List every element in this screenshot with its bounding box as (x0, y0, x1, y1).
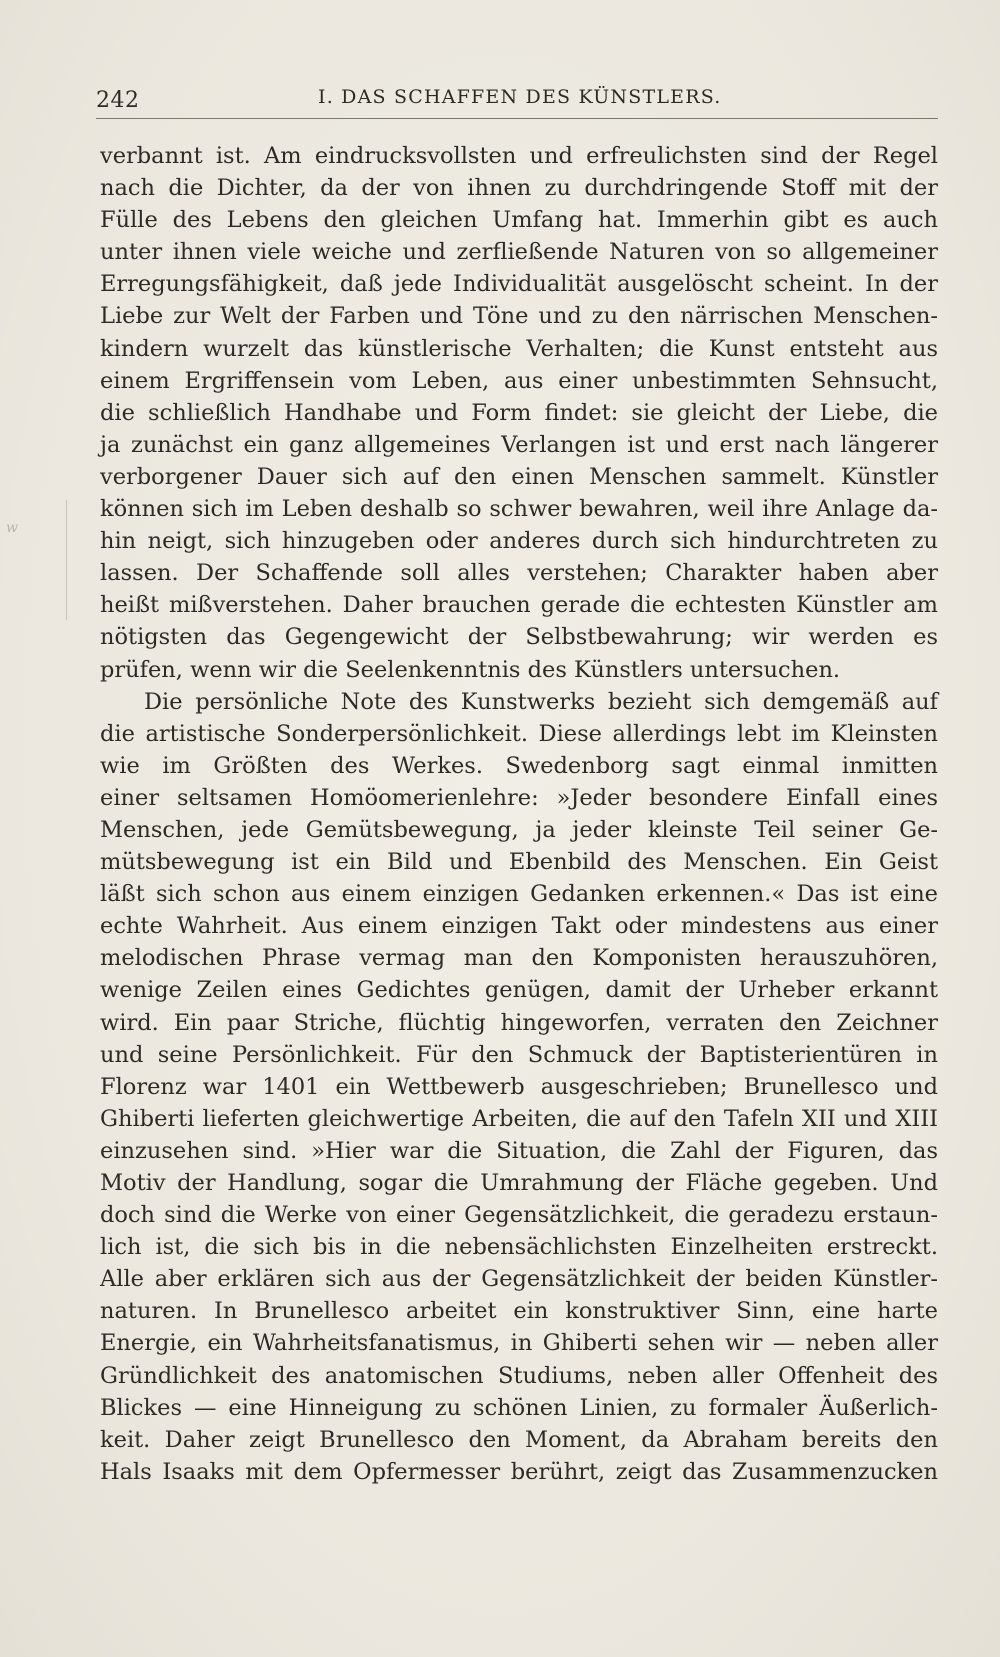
text-line: Liebe zur Welt der Farben und Töne und zu den närrischen Menschen- (100, 303, 938, 330)
text-line: Gründlichkeit des anatomischen Studiums, neben aller Offenheit des (100, 1362, 938, 1389)
text-line: heißt mißverstehen. Daher brauchen gerade die echtesten Künstler am (100, 592, 938, 619)
text-line: einzusehen sind. »Hier war die Situation, die Zahl der Figuren, das (100, 1137, 938, 1164)
text-line: die artistische Sonderpersönlichkeit. Diese allerdings lebt im Kleinsten (100, 720, 938, 747)
text-line: Fülle des Lebens den gleichen Umfang hat. Immerhin gibt es auch (100, 207, 938, 234)
paragraph-end-line: prüfen, wenn wir die Seelenkenntnis des Künstlers untersuchen. (100, 656, 841, 683)
running-title: I. DAS SCHAFFEN DES KÜNSTLERS. (318, 86, 722, 108)
text-line: lich ist, die sich bis in die nebensächlichsten Einzelheiten erstreckt. (100, 1234, 938, 1261)
paragraph-start-line: Die persönliche Note des Kunstwerks bezieht sich demgemäß auf (144, 688, 938, 715)
text-line: unter ihnen viele weiche und zerfließende Naturen von so allgemeiner (100, 239, 938, 266)
header-divider (96, 118, 938, 119)
page-header (96, 86, 936, 120)
text-line: können sich im Leben deshalb so schwer bewahren, weil ihre Anlage da- (100, 496, 938, 523)
text-line: hin neigt, sich hinzugeben oder anderes durch sich hindurchtreten zu (100, 528, 938, 555)
text-line: wenige Zeilen eines Gedichtes genügen, damit der Urheber erkannt (100, 977, 938, 1004)
text-line: Motiv der Handlung, sogar die Umrahmung der Fläche gegeben. Und (100, 1170, 938, 1196)
body-text (100, 140, 938, 1488)
text-line: doch sind die Werke von einer Gegensätzlichkeit, die geradezu erstaun- (100, 1202, 938, 1229)
text-line: Menschen, jede Gemütsbewegung, ja jeder kleinste Teil seiner Ge- (100, 816, 938, 843)
text-line: nach die Dichter, da der von ihnen zu durchdringende Stoff mit der (100, 175, 938, 202)
text-line: verbannt ist. Am eindrucksvollsten und erfreulichsten sind der Regel (100, 143, 938, 169)
text-line: verborgener Dauer sich auf den einen Menschen sammelt. Künstler (100, 463, 938, 490)
text-line: Hals Isaaks mit dem Opfermesser berührt, zeigt das Zusammenzucken (100, 1458, 938, 1485)
text-line: Alle aber erklären sich aus der Gegensätzlichkeit der beiden Künstler- (100, 1266, 938, 1293)
text-line: nötigsten das Gegengewicht der Selbstbewahrung; wir werden es (100, 624, 938, 651)
text-line: Ghiberti lieferten gleichwertige Arbeiten, die auf den Tafeln XII und XIII (100, 1105, 938, 1132)
text-line: einem Ergriffensein vom Leben, aus einer unbestimmten Sehnsucht, (100, 367, 938, 394)
text-line: einer seltsamen Homöomerienlehre: »Jeder besondere Einfall eines (100, 784, 938, 811)
text-line: ja zunächst ein ganz allgemeines Verlangen ist und erst nach längerer (100, 431, 938, 458)
text-line: naturen. In Brunellesco arbeitet ein konstruktiver Sinn, eine harte (100, 1298, 938, 1325)
text-line: wie im Größten des Werkes. Swedenborg sagt einmal inmitten (100, 752, 938, 779)
text-line: echte Wahrheit. Aus einem einzigen Takt oder mindestens aus einer (100, 913, 938, 940)
text-line: Blickes — eine Hinneigung zu schönen Linien, zu formaler Äußerlich- (100, 1394, 938, 1421)
text-line: kindern wurzelt das künstlerische Verhalten; die Kunst entsteht aus (100, 335, 938, 362)
margin-pencil-mark (66, 500, 69, 620)
text-line: Erregungsfähigkeit, daß jede Individualität ausgelöscht scheint. In der (100, 271, 938, 298)
text-line: melodischen Phrase vermag man den Komponisten herauszuhören, (100, 945, 938, 972)
text-line: die schließlich Handhabe und Form findet: sie gleicht der Liebe, die (100, 399, 938, 426)
margin-scribble: w (6, 520, 18, 536)
text-line: läßt sich schon aus einem einzigen Gedanken erkennen.« Das ist eine (100, 881, 938, 908)
text-line: Energie, ein Wahrheitsfanatismus, in Ghiberti sehen wir — neben aller (100, 1330, 938, 1357)
text-line: wird. Ein paar Striche, flüchtig hingeworfen, verraten den Zeichner (100, 1009, 938, 1036)
text-line: und seine Persönlichkeit. Für den Schmuck der Baptisterientüren in (100, 1041, 938, 1068)
text-line: keit. Daher zeigt Brunellesco den Moment, da Abraham bereits den (100, 1426, 938, 1453)
text-line: Florenz war 1401 ein Wettbewerb ausgeschrieben; Brunellesco und (100, 1073, 938, 1100)
page-number: 242 (96, 88, 140, 113)
text-line: lassen. Der Schaffende soll alles verstehen; Charakter haben aber (100, 560, 938, 587)
text-line: mütsbewegung ist ein Bild und Ebenbild des Menschen. Ein Geist (100, 849, 938, 876)
